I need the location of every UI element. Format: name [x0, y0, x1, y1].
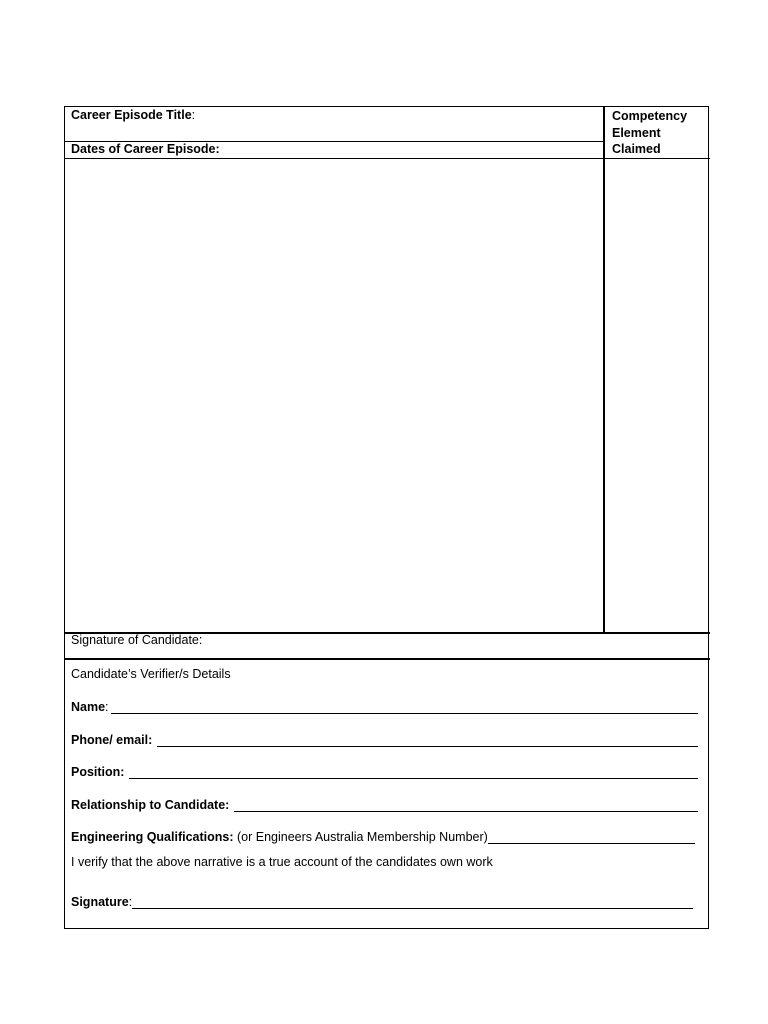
competency-line-3: Claimed — [612, 142, 661, 156]
verifier-qualifications-row[interactable] — [71, 830, 695, 845]
signature-of-candidate-field[interactable] — [225, 634, 705, 658]
verifier-position-input-line[interactable] — [129, 766, 698, 779]
verifier-name-input-line[interactable] — [111, 701, 698, 714]
verify-statement: I verify that the above narrative is a true account of the candidates own work — [71, 855, 493, 869]
verifier-qualifications-input-line[interactable] — [488, 831, 695, 844]
signature-of-candidate-label: Signature of Candidate: — [71, 633, 203, 647]
verifier-position-label: Position: — [71, 765, 125, 779]
verifier-name-colon: : — [105, 700, 109, 714]
verifier-signature-input-line[interactable] — [132, 896, 693, 909]
verifier-phone-input-line[interactable] — [157, 734, 698, 747]
verifier-signature-row[interactable] — [71, 895, 693, 910]
career-episode-title-colon: : — [191, 108, 196, 122]
career-episode-form — [64, 106, 709, 929]
signature-divider — [65, 658, 710, 660]
verifier-name-row[interactable] — [71, 700, 698, 715]
verifier-signature-colon: : — [128, 895, 133, 909]
narrative-area[interactable] — [65, 159, 603, 632]
competency-claimed-area[interactable] — [605, 159, 709, 632]
verifier-section-title: Candidate’s Verifier/s Details — [71, 667, 231, 681]
verifier-qualifications-note: (or Engineers Australia Membership Number) — [233, 830, 488, 844]
verifier-phone-row[interactable] — [71, 733, 698, 748]
competency-line-2: Element — [612, 125, 661, 140]
career-episode-title-label: Career Episode Title — [71, 108, 192, 122]
verifier-signature-label: Signature — [71, 895, 129, 909]
dates-of-career-episode-label[interactable]: Dates of Career Episode: — [71, 142, 220, 156]
competency-line-1: Competency — [612, 109, 688, 123]
competency-header — [612, 108, 687, 158]
verifier-phone-label: Phone/ email: — [71, 733, 153, 747]
verifier-relationship-input-line[interactable] — [234, 799, 698, 812]
career-episode-title-field[interactable] — [71, 108, 195, 123]
verifier-qualifications-label: Engineering Qualifications: — [71, 830, 234, 844]
verifier-relationship-label: Relationship to Candidate: — [71, 798, 230, 812]
verifier-position-row[interactable] — [71, 765, 698, 780]
verifier-name-label: Name — [71, 700, 106, 714]
verifier-relationship-row[interactable] — [71, 798, 698, 813]
